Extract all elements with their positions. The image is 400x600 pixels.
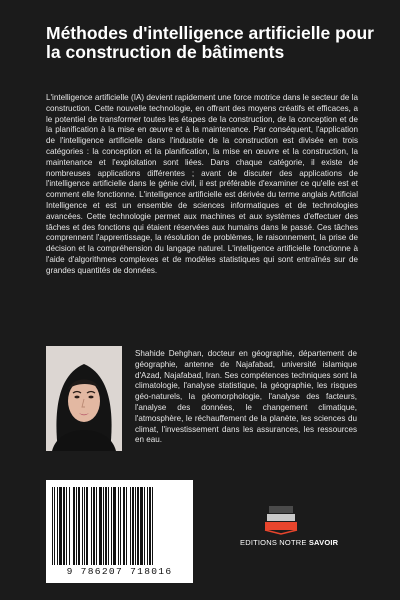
barcode-bar — [147, 487, 148, 565]
barcode-bar — [93, 487, 95, 565]
barcode-digits: 9 786207 718016 — [66, 566, 173, 577]
barcode-bar — [57, 487, 58, 565]
barcode-bars — [52, 487, 187, 567]
book-title: Méthodes d'intelligence artificielle pour la construction de bâtiments — [46, 23, 374, 62]
publisher-name — [240, 538, 350, 547]
barcode-bar — [118, 487, 119, 565]
barcode-bar — [82, 487, 83, 565]
book-abstract: L'intelligence artificielle (IA) devient rapidement une force motrice dans le secteur de la construction. Cette nouvelle technologie, en offrant des moyens créatifs et efficaces, a le potentiel de transformer toutes les étapes de la construction, de la conception et de la planification à la mise en œuvre et à la maintenance. Par conséquent, l'application de l'intelligence artificielle dans l'industrie de la construction est divisée en trois catégories : la conception et la planification, la mise en œuvre et la construction, la maintenance et l'exploitation sont liées. Dans chaque catégorie, il existe de nombreuses applications différentes ; avant de discuter des applications de l'intelligence artificielle dans le génie civil, il est préférable d'examiner ce qu'elle est et comment elle fonctionne. L'intelligence artificielle est dérivée du terme anglais Artificial Intelligence et est un ensemble de sciences informatiques et de technologies avancées. Cette technologie permet aux machines et aux systèmes d'effectuer des tâches et des fonctions qui étaient réservées aux humains dans le passé. Ces tâches comprennent l'apprentissage, la résolution de problèmes, le raisonnement, la prise de décision et la compréhension du langage naturel. L'intelligence artificielle fonctionne à l'aide d'algorithmes complexes et de modèles statistiques qui sont entraînés sur de grandes quantités de données. — [46, 93, 358, 275]
barcode-bar — [111, 487, 112, 565]
barcode-bar — [66, 487, 67, 565]
barcode-bar — [86, 487, 88, 565]
barcode-bar — [69, 487, 70, 565]
barcode-bar — [152, 487, 153, 565]
barcode-bar — [144, 487, 145, 565]
barcode-bar — [52, 487, 53, 565]
barcode-bar — [103, 487, 104, 565]
barcode-bar — [123, 487, 125, 565]
barcode-bar — [84, 487, 85, 565]
barcode-bar — [78, 487, 80, 565]
barcode-bar — [99, 487, 102, 565]
barcode-bar — [149, 487, 151, 565]
isbn-barcode — [46, 480, 193, 583]
barcode-bar — [132, 487, 134, 565]
barcode-bar — [140, 487, 143, 565]
barcode-bar — [120, 487, 121, 565]
publisher-logo-icon — [261, 500, 301, 536]
barcode-bar — [135, 487, 136, 565]
barcode-bar — [130, 487, 131, 565]
barcode-bar — [113, 487, 116, 565]
barcode-bar — [54, 487, 55, 565]
barcode-bar — [59, 487, 62, 565]
barcode-bar — [96, 487, 97, 565]
barcode-bar — [76, 487, 77, 565]
publisher-name-emphasis: SAVOIR — [308, 538, 339, 547]
author-photo — [46, 346, 122, 451]
barcode-bar — [105, 487, 107, 565]
author-bio: Shahide Dehghan, docteur en géographie, département de géographie, antenne de Najafabad, université islamique d'Azad, Najafabad, Iran. Ses compétences techniques sont la climatologie, l'analyse statistique, la géographie, les risques géo-naturels, la géomorphologie, l'analyse des facteurs, l'analyse des données, le changement climatique, l'atmosphère, le réchauffement de la planète, les sciences du climat, l'investissement dans les assurances, les ressources en eau. — [135, 349, 357, 445]
barcode-bar — [91, 487, 92, 565]
barcode-bar — [137, 487, 139, 565]
barcode-bar — [73, 487, 75, 565]
barcode-bar — [108, 487, 109, 565]
publisher-name-prefix: EDITIONS NOTRE — [240, 538, 307, 547]
barcode-bar — [63, 487, 65, 565]
barcode-bar — [126, 487, 127, 565]
